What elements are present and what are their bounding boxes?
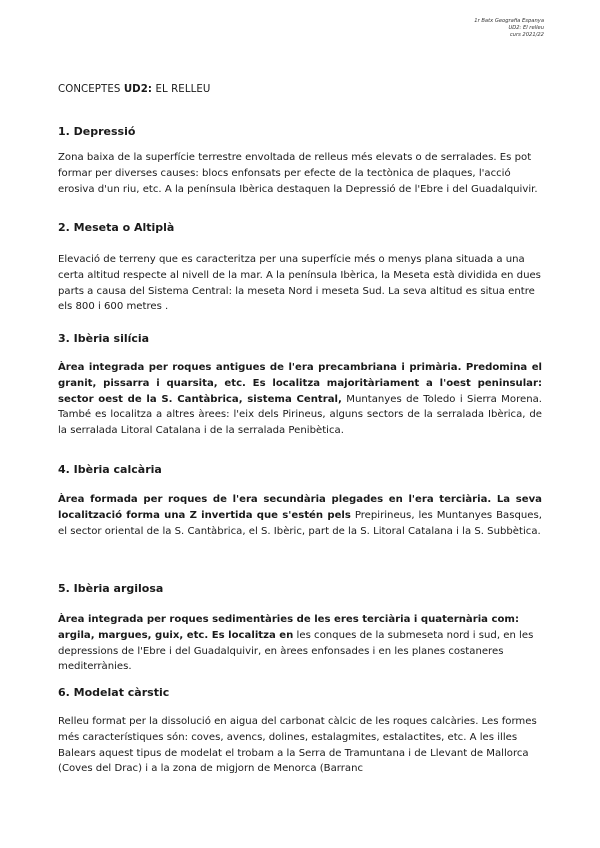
section-bold-text: Àrea integrada per roques sedimentàries de les eres terciària i quaternària com: argila, margues, guix, etc. Es localitza en (58, 614, 519, 641)
title-unit: UD2: (123, 84, 153, 95)
section-heading: 1. Depressió (58, 125, 136, 138)
section-paragraph (58, 360, 542, 439)
section-paragraph (58, 612, 542, 675)
section-bold-text: Àrea integrada per roques antigues de l'era precambriana i primària. Predomina el granit, pissarra i quarsita, etc. Es localitza majoritàriament a l'oest peninsular: sector oest de la S. Cantàbrica, sistema Central, (58, 362, 542, 405)
title-prefix: CONCEPTES (58, 84, 124, 95)
header-course: 1r Batx Geografia Espanya (474, 18, 544, 24)
section-text: Zona baixa de la superfície terrestre envoltada de relleus més elevats o de serralades. Es pot formar per diverses causes: blocs enfonsats per efecte de la tectònica de plaques, l'acció erosiva d'un riu, etc. A la península Ibèrica destaquen la Depressió de l'Ebre i del Guadalquivir. (58, 152, 538, 195)
section-depressio-heading (58, 125, 542, 139)
section-heading: 4. Ibèria calcària (58, 463, 162, 476)
section-calcareous-body (58, 492, 542, 539)
section-siliceous-body (58, 360, 542, 439)
section-meseta-body (58, 252, 542, 315)
page-title (58, 84, 210, 95)
section-paragraph (58, 492, 542, 539)
section-bold-text: Àrea formada per roques de l'era secundària plegades en l'era terciària. La seva localització forma una Z invertida que s'estén pels (58, 494, 542, 521)
section-karst-heading (58, 686, 542, 700)
section-siliceous-heading (58, 332, 542, 346)
section-heading: 2. Meseta o Altiplà (58, 221, 175, 234)
section-text: Prepirineus, les Muntanyes Basques, el sector oriental de la S. Cantàbrica, el S. Ibèric, part de la S. Litoral Catalana i la S. Subbètica. (58, 509, 542, 537)
section-meseta-heading (58, 221, 542, 235)
section-text: Elevació de terreny que es caracteritza per una superfície més o menys plana situada a una certa altitud respecte al nivell de la mar. A la península Ibèrica, la Meseta està dividida en dues parts a causa del Sistema Central: la meseta Nord i meseta Sud. La seva altitud es situa entre els 800 i 600 metres . (58, 254, 541, 313)
section-text: Relleu format per la dissolució en aigua del carbonat càlcic de les roques calcàries. Les formes més característiques són: coves, avencs, dolines, estalagmites, estalactites, etc. A les illes Balears aquest tipus de modelat el trobam a la Serra de Tramuntana i de Llevant de Mallorca (Coves del Drac) i a la zona de migjorn de Menorca (Barranc (58, 716, 537, 775)
header-unit: UD2: El relleu (508, 25, 544, 31)
section-text: Muntanyes de Toledo i Sierra Morena. També es localitza a altres àrees: l'eix dels Pirineus, alguns sectors de la serralada Ibèrica, de la serralada Litoral Catalana i de la serralada Penibètica. (58, 393, 543, 437)
document-header (474, 18, 544, 39)
section-karst-body (58, 714, 542, 777)
section-clay-body (58, 612, 542, 675)
section-clay-heading (58, 582, 542, 596)
section-depressio-body (58, 150, 542, 197)
section-calcareous-heading (58, 463, 542, 477)
section-text: les conques de la submeseta nord i sud, en les depressions de l'Ebre i del Guadalquivir, en àrees enfonsades i en les planes costaneres mediterrànies. (58, 629, 534, 673)
title-rest: EL RELLEU (152, 84, 211, 95)
section-heading: 3. Ibèria silícia (58, 332, 150, 345)
section-heading: 5. Ibèria argilosa (58, 582, 164, 595)
header-year: curs 2021/22 (509, 32, 544, 38)
section-heading: 6. Modelat càrstic (58, 686, 170, 699)
